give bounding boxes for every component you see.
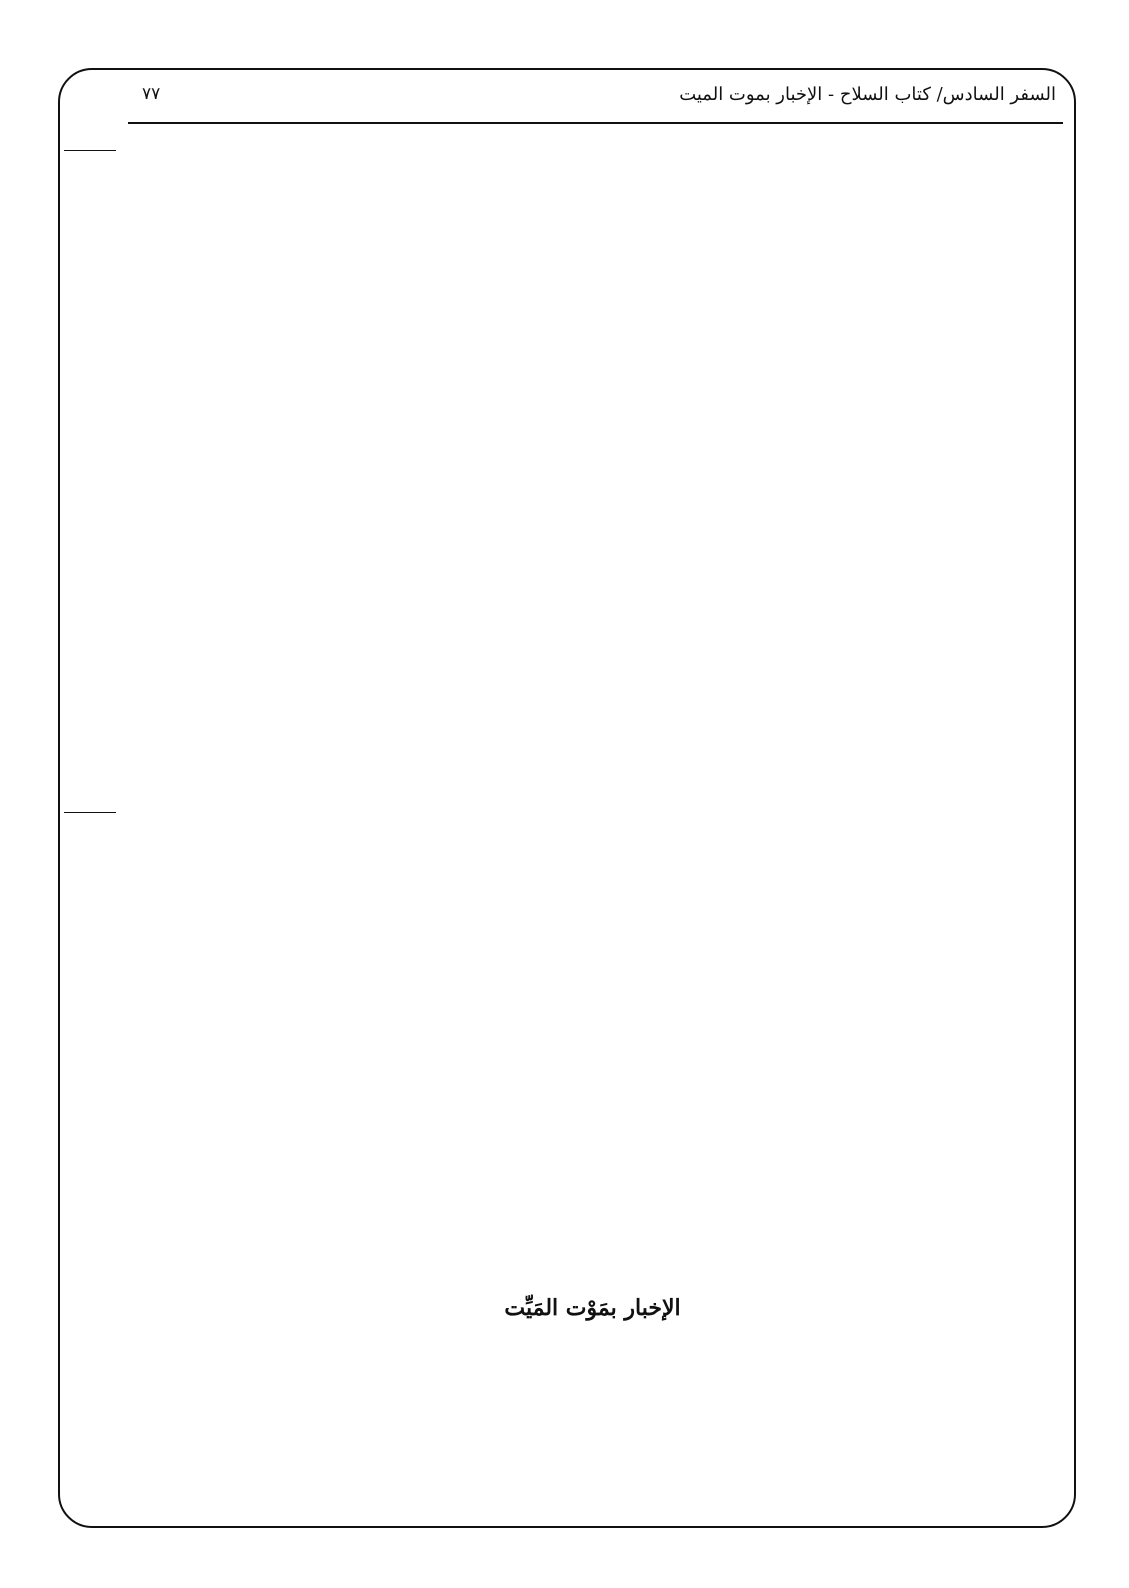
- text-line: [130, 678, 1055, 709]
- text-line: [130, 244, 1055, 275]
- text-line: [130, 1332, 1055, 1363]
- section-heading: الإخبار بمَوْت المَيِّت: [504, 1295, 681, 1321]
- text-line: [130, 523, 1055, 554]
- text-line: [130, 988, 1055, 1019]
- header-rule: [128, 122, 1063, 124]
- running-title: السفر السادس/ كتاب السلاح - الإخبار بموت الميت: [679, 84, 1056, 105]
- text-line: [130, 957, 1055, 988]
- text-line: [130, 337, 1055, 368]
- text-line: [130, 1081, 1055, 1112]
- page-header: [120, 84, 1070, 114]
- text-line: [130, 554, 1055, 585]
- margin-note-1: [64, 150, 116, 151]
- text-line: [130, 740, 1055, 771]
- text-line: [130, 1394, 1055, 1425]
- page-number: ٧٧: [142, 84, 161, 104]
- text-line: [130, 1363, 1055, 1394]
- verse-line: [130, 202, 1055, 244]
- text-line: [130, 368, 1055, 399]
- text-line: [130, 461, 1055, 492]
- verse-line: [130, 1205, 1055, 1247]
- text-line: [130, 895, 1055, 926]
- text-line: [130, 1143, 1055, 1174]
- text-line: [130, 616, 1055, 647]
- text-line: [130, 430, 1055, 461]
- text-line: [130, 1112, 1055, 1143]
- text-line: [130, 306, 1055, 337]
- text-line: [130, 399, 1055, 430]
- text-line: [130, 1174, 1055, 1205]
- text-line: [130, 926, 1055, 957]
- margin-note-2: [64, 812, 116, 813]
- text-line: [130, 275, 1055, 306]
- text-line: [130, 1050, 1055, 1081]
- text-line: [130, 140, 1055, 171]
- text-line: [130, 585, 1055, 616]
- text-line: [130, 1247, 1055, 1278]
- text-line: [130, 171, 1055, 202]
- text-line: [130, 833, 1055, 864]
- text-line: [130, 1019, 1055, 1050]
- text-line: [130, 771, 1055, 802]
- text-body: [130, 140, 1055, 1425]
- text-line: [130, 802, 1055, 833]
- text-line: [130, 864, 1055, 895]
- text-line: [130, 492, 1055, 523]
- text-line: [130, 647, 1055, 678]
- text-line: [130, 709, 1055, 740]
